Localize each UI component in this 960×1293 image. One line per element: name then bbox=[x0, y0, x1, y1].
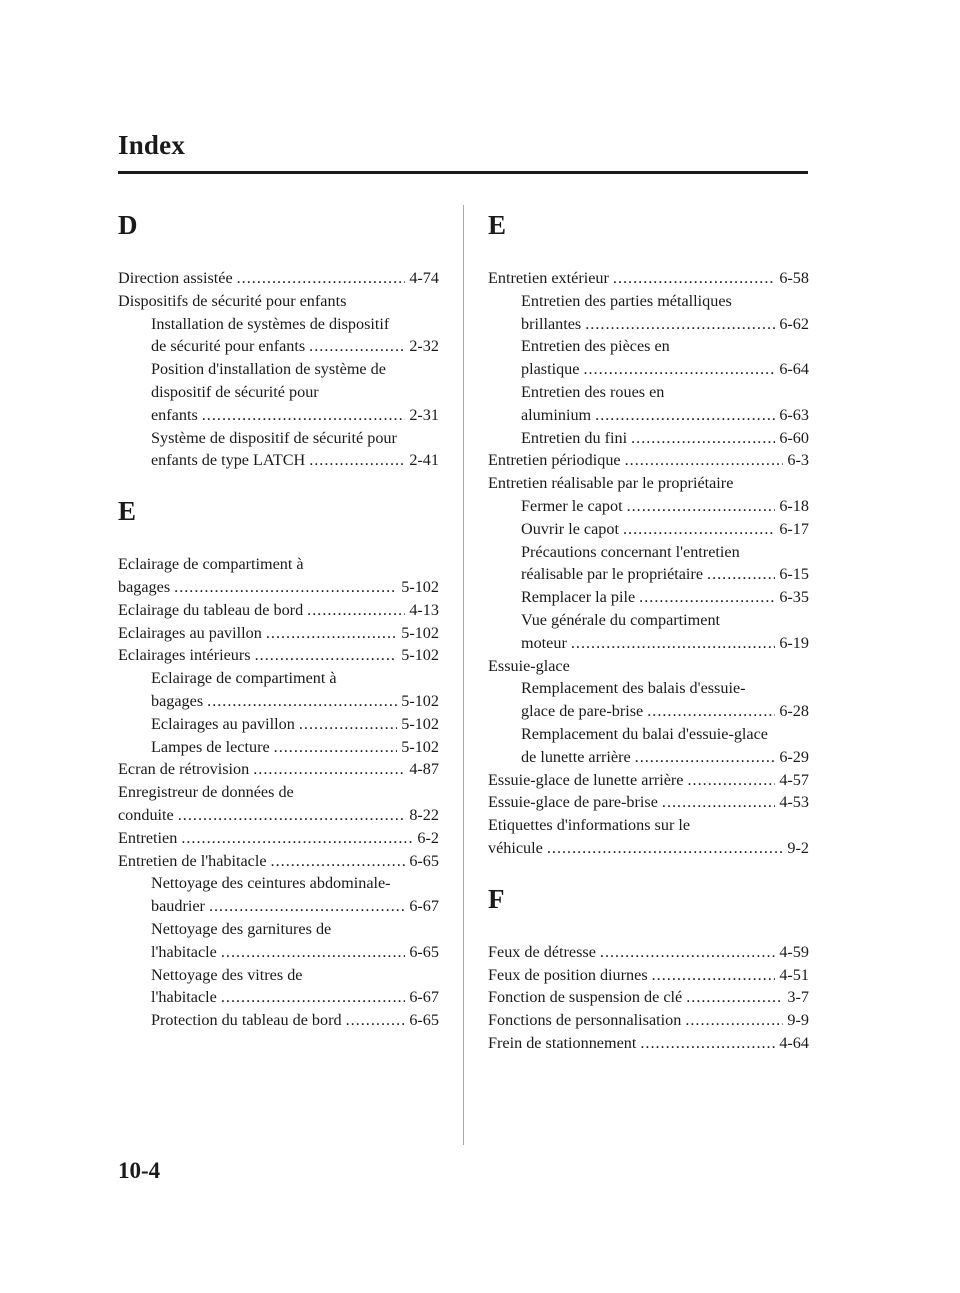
dot-leader bbox=[688, 769, 776, 792]
page-reference: 6-29 bbox=[779, 747, 809, 766]
dot-leader bbox=[639, 586, 775, 609]
entry-text: enfants bbox=[151, 405, 198, 424]
index-subentry bbox=[488, 427, 809, 450]
dot-leader bbox=[255, 644, 398, 667]
entry-text: Enregistreur de données de bbox=[118, 783, 294, 802]
entry-text: Position d'installation de système de bbox=[151, 360, 386, 379]
index-column-left bbox=[118, 205, 439, 1032]
column-divider bbox=[463, 205, 464, 1145]
entry-text: Ouvrir le capot bbox=[521, 519, 619, 538]
entry-text: Entretien réalisable par le propriétaire bbox=[488, 474, 734, 493]
dot-leader bbox=[307, 599, 405, 622]
index-subentry bbox=[118, 313, 439, 336]
index-entry bbox=[118, 758, 439, 781]
page-reference: 6-65 bbox=[409, 942, 439, 961]
entry-text: Eclairage de compartiment à bbox=[151, 669, 337, 688]
dot-leader bbox=[253, 758, 405, 781]
index-subentry bbox=[488, 609, 809, 632]
index-entry bbox=[488, 814, 809, 837]
entry-text: l'habitacle bbox=[151, 942, 217, 961]
entry-text: Eclairages au pavillon bbox=[151, 714, 295, 733]
section-letter: D bbox=[118, 210, 138, 240]
entry-text: dispositif de sécurité pour bbox=[151, 382, 319, 401]
entry-text: Dispositifs de sécurité pour enfants bbox=[118, 291, 347, 310]
index-column-right bbox=[488, 205, 809, 1055]
entry-text: Fermer le capot bbox=[521, 496, 623, 515]
page-reference: 6-58 bbox=[779, 269, 809, 287]
index-subentry bbox=[118, 964, 439, 987]
entry-text: Essuie-glace de lunette arrière bbox=[488, 770, 684, 789]
index-entry bbox=[118, 553, 439, 576]
entry-text: bagages bbox=[118, 577, 171, 596]
dot-leader bbox=[271, 850, 406, 873]
index-subentry bbox=[118, 404, 439, 427]
index-subentry bbox=[118, 918, 439, 941]
entry-text: Remplacer la pile bbox=[521, 588, 636, 607]
entry-text: Eclairages intérieurs bbox=[118, 646, 251, 665]
index-subentry bbox=[488, 677, 809, 700]
page-reference: 5-102 bbox=[401, 714, 439, 733]
entry-text: Remplacement des balais d'essuie- bbox=[521, 679, 746, 698]
entry-text: Eclairage de compartiment à bbox=[118, 555, 304, 574]
entry-text: Entretien du fini bbox=[521, 428, 628, 447]
entry-text: Essuie-glace de pare-brise bbox=[488, 793, 658, 812]
entry-text: Feux de détresse bbox=[488, 942, 596, 961]
index-entry bbox=[488, 472, 809, 495]
dot-leader bbox=[266, 622, 397, 645]
dot-leader bbox=[309, 335, 405, 358]
dot-leader bbox=[652, 964, 776, 987]
index-subentry bbox=[118, 427, 439, 450]
index-subentry bbox=[488, 563, 809, 586]
entry-text: Système de dispositif de sécurité pour bbox=[151, 428, 397, 447]
index-entry bbox=[118, 576, 439, 599]
entry-text: Nettoyage des ceintures abdominale- bbox=[151, 874, 391, 893]
dot-leader bbox=[595, 404, 775, 427]
dot-leader bbox=[635, 746, 776, 769]
page-reference: 5-102 bbox=[401, 737, 439, 756]
index-subentry bbox=[118, 335, 439, 358]
page-reference: 6-64 bbox=[779, 360, 809, 379]
entry-text: Etiquettes d'informations sur le bbox=[488, 816, 691, 835]
index-entry bbox=[118, 290, 439, 313]
entry-text: conduite bbox=[118, 805, 174, 824]
entry-text: véhicule bbox=[488, 838, 543, 857]
index-subentry bbox=[488, 381, 809, 404]
index-subentry bbox=[488, 313, 809, 336]
index-entry bbox=[488, 1032, 809, 1055]
index-subentry bbox=[118, 736, 439, 759]
page-reference: 5-102 bbox=[401, 691, 439, 710]
entry-text: Fonctions de personnalisation bbox=[488, 1011, 682, 1030]
index-subentry bbox=[488, 723, 809, 746]
index-entry bbox=[118, 804, 439, 827]
entry-text: Entretien des roues en bbox=[521, 382, 665, 401]
index-entry bbox=[488, 769, 809, 792]
dot-leader bbox=[686, 986, 783, 1009]
page-reference: 6-3 bbox=[787, 451, 809, 470]
entry-text: Vue générale du compartiment bbox=[521, 610, 721, 629]
dot-leader bbox=[174, 576, 397, 599]
index-entry bbox=[488, 941, 809, 964]
entry-text: enfants de type LATCH bbox=[151, 451, 306, 470]
index-subentry bbox=[118, 449, 439, 472]
dot-leader bbox=[623, 518, 775, 541]
dot-leader bbox=[640, 1032, 775, 1055]
dot-leader bbox=[662, 791, 775, 814]
page-reference: 3-7 bbox=[787, 988, 809, 1007]
index-section bbox=[118, 494, 439, 1032]
page-reference: 4-57 bbox=[779, 770, 809, 789]
page-reference: 2-31 bbox=[409, 405, 439, 424]
entry-text: Entretien extérieur bbox=[488, 269, 609, 287]
dot-leader bbox=[631, 427, 775, 450]
page-reference: 4-53 bbox=[779, 793, 809, 812]
index-subentry bbox=[488, 518, 809, 541]
index-entry bbox=[488, 964, 809, 987]
dot-leader bbox=[178, 804, 406, 827]
dot-leader bbox=[346, 1009, 406, 1032]
entry-text: Essuie-glace bbox=[488, 656, 570, 675]
page-reference: 5-102 bbox=[401, 577, 439, 596]
index-subentry bbox=[488, 541, 809, 564]
index-section bbox=[488, 208, 809, 860]
dot-leader bbox=[547, 837, 784, 860]
entry-text: Installation de systèmes de dispositif bbox=[151, 314, 390, 333]
page-reference: 6-15 bbox=[779, 565, 809, 584]
index-subentry bbox=[488, 586, 809, 609]
page-reference: 6-63 bbox=[779, 405, 809, 424]
entry-text: Fonction de suspension de clé bbox=[488, 988, 683, 1007]
dot-leader bbox=[600, 941, 775, 964]
dot-leader bbox=[583, 358, 775, 381]
index-entry bbox=[488, 791, 809, 814]
index-subentry bbox=[488, 290, 809, 313]
index-entry bbox=[488, 655, 809, 678]
section-letter: E bbox=[488, 210, 507, 240]
page-reference: 4-87 bbox=[409, 760, 439, 779]
dot-leader bbox=[627, 495, 776, 518]
index-subentry bbox=[118, 713, 439, 736]
index-section bbox=[488, 882, 809, 1055]
index-subentry bbox=[118, 941, 439, 964]
entry-text: réalisable par le propriétaire bbox=[521, 565, 704, 584]
page-reference: 6-67 bbox=[409, 988, 439, 1007]
page-reference: 6-28 bbox=[779, 702, 809, 721]
header-rule bbox=[118, 171, 808, 174]
entry-text: Nettoyage des vitres de bbox=[151, 965, 303, 984]
index-entry bbox=[118, 644, 439, 667]
index-entry bbox=[488, 449, 809, 472]
entry-text: Nettoyage des garnitures de bbox=[151, 919, 332, 938]
index-subentry bbox=[488, 746, 809, 769]
page-reference: 2-32 bbox=[409, 337, 439, 356]
index-subentry bbox=[118, 872, 439, 895]
dot-leader bbox=[209, 895, 405, 918]
page-reference: 4-74 bbox=[409, 269, 439, 287]
entry-text: Entretien bbox=[118, 828, 178, 847]
entry-text: Précautions concernant l'entretien bbox=[521, 542, 740, 561]
page-reference: 4-51 bbox=[779, 965, 809, 984]
dot-leader bbox=[207, 690, 397, 713]
page-reference: 4-64 bbox=[779, 1033, 809, 1052]
index-subentry bbox=[488, 632, 809, 655]
entry-text: bagages bbox=[151, 691, 204, 710]
index-subentry bbox=[118, 895, 439, 918]
entry-text: Remplacement du balai d'essuie-glace bbox=[521, 724, 768, 743]
entry-text: aluminium bbox=[521, 405, 592, 424]
dot-leader bbox=[237, 267, 406, 290]
dot-leader bbox=[221, 941, 405, 964]
entry-text: moteur bbox=[521, 633, 567, 652]
entry-text: Lampes de lecture bbox=[151, 737, 270, 756]
dot-leader bbox=[613, 267, 775, 290]
page-title: Index bbox=[118, 130, 186, 160]
dot-leader bbox=[202, 404, 406, 427]
page-reference: 6-67 bbox=[409, 897, 439, 916]
page-reference: 6-17 bbox=[779, 519, 809, 538]
page-reference: 4-59 bbox=[779, 942, 809, 961]
dot-leader bbox=[625, 449, 784, 472]
dot-leader bbox=[181, 827, 413, 850]
entry-text: Feux de position diurnes bbox=[488, 965, 648, 984]
page-reference: 6-65 bbox=[409, 851, 439, 870]
index-entry bbox=[118, 827, 439, 850]
page-number: 10-4 bbox=[118, 1158, 161, 1183]
entry-text: Eclairage du tableau de bord bbox=[118, 600, 304, 619]
index-subentry bbox=[118, 690, 439, 713]
page-reference: 6-2 bbox=[417, 828, 439, 847]
page-reference: 6-19 bbox=[779, 633, 809, 652]
dot-leader bbox=[274, 736, 398, 759]
dot-leader bbox=[585, 313, 775, 336]
index-subentry bbox=[118, 1009, 439, 1032]
index-subentry bbox=[488, 335, 809, 358]
page-reference: 4-13 bbox=[409, 600, 439, 619]
index-entry bbox=[488, 1009, 809, 1032]
section-letter: F bbox=[488, 883, 505, 914]
page-reference: 6-35 bbox=[779, 588, 809, 607]
index-subentry bbox=[488, 495, 809, 518]
page-reference: 6-18 bbox=[779, 496, 809, 515]
page-reference: 6-65 bbox=[409, 1011, 439, 1030]
page-reference: 8-22 bbox=[409, 805, 439, 824]
page-reference: 9-2 bbox=[787, 838, 809, 857]
entry-text: glace de pare-brise bbox=[521, 702, 644, 721]
entry-text: Ecran de rétrovision bbox=[118, 760, 250, 779]
index-subentry bbox=[118, 381, 439, 404]
dot-leader bbox=[647, 700, 775, 723]
index-entry bbox=[118, 850, 439, 873]
entry-text: Direction assistée bbox=[118, 269, 233, 287]
page-reference: 2-41 bbox=[409, 451, 439, 470]
dot-leader bbox=[571, 632, 775, 655]
page-reference: 5-102 bbox=[401, 623, 439, 642]
index-subentry bbox=[488, 700, 809, 723]
index-subentry bbox=[118, 667, 439, 690]
section-letter: E bbox=[118, 496, 137, 527]
index-entry bbox=[488, 267, 809, 290]
index-entry bbox=[488, 837, 809, 860]
entry-text: l'habitacle bbox=[151, 988, 217, 1007]
dot-leader bbox=[309, 449, 405, 472]
page-reference: 5-102 bbox=[401, 646, 439, 665]
index-section bbox=[118, 208, 439, 472]
dot-leader bbox=[299, 713, 397, 736]
entry-text: Entretien de l'habitacle bbox=[118, 851, 267, 870]
index-subentry bbox=[488, 404, 809, 427]
index-subentry bbox=[118, 358, 439, 381]
entry-text: Eclairages au pavillon bbox=[118, 623, 262, 642]
entry-text: brillantes bbox=[521, 314, 582, 333]
page-reference: 6-60 bbox=[779, 428, 809, 447]
entry-text: de lunette arrière bbox=[521, 747, 631, 766]
entry-text: plastique bbox=[521, 360, 580, 379]
entry-text: Entretien des pièces en bbox=[521, 337, 670, 356]
page-reference: 9-9 bbox=[787, 1011, 809, 1030]
index-entry bbox=[118, 622, 439, 645]
page-reference: 6-62 bbox=[779, 314, 809, 333]
entry-text: Entretien périodique bbox=[488, 451, 621, 470]
dot-leader bbox=[685, 1009, 783, 1032]
index-entry bbox=[118, 267, 439, 290]
index-subentry bbox=[488, 358, 809, 381]
entry-text: Protection du tableau de bord bbox=[151, 1011, 342, 1030]
index-entry bbox=[118, 599, 439, 622]
entry-text: Entretien des parties métalliques bbox=[521, 291, 732, 310]
entry-text: Frein de stationnement bbox=[488, 1033, 637, 1052]
entry-text: de sécurité pour enfants bbox=[151, 337, 306, 356]
dot-leader bbox=[707, 563, 775, 586]
index-entry bbox=[118, 781, 439, 804]
index-subentry bbox=[118, 986, 439, 1009]
dot-leader bbox=[221, 986, 405, 1009]
entry-text: baudrier bbox=[151, 897, 205, 916]
index-entry bbox=[488, 986, 809, 1009]
